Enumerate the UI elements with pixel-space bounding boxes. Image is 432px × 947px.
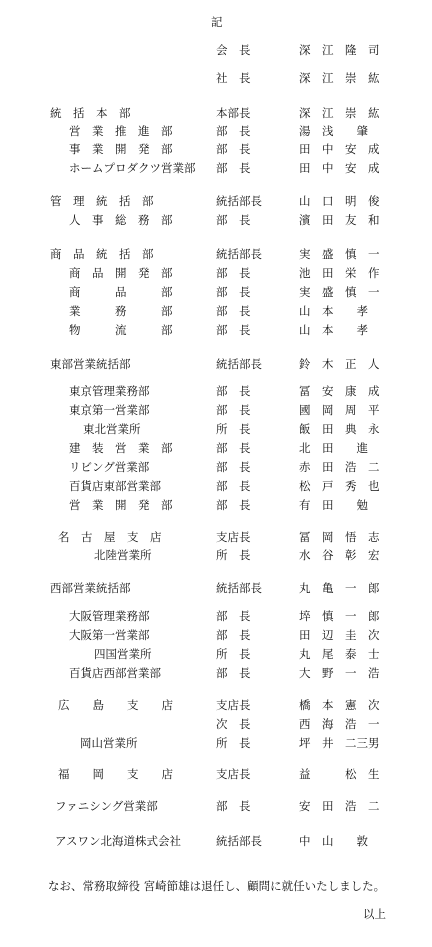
position-title: 統括部長 — [216, 247, 262, 261]
position-title: 統括部長 — [216, 357, 262, 371]
position-title: 支店長 — [216, 530, 251, 544]
department-name: 管 理 統 括 部 — [50, 194, 154, 208]
person-name: 山 本 孝 — [299, 323, 368, 337]
heading: 記 — [211, 15, 223, 29]
department-name: 統 括 本 部 — [50, 106, 131, 120]
position-title: 部 長 — [216, 460, 251, 474]
person-name: 池 田 栄 作 — [299, 266, 380, 280]
position-title: 支店長 — [216, 767, 251, 781]
department-name: 東京管理業務部 — [69, 384, 150, 398]
position-title: 部 長 — [216, 799, 251, 813]
position-title: 所 長 — [216, 422, 251, 436]
position-title: 部 長 — [216, 498, 251, 512]
department-name: ホームプロダクツ営業部 — [69, 161, 196, 175]
position-title: 統括部長 — [216, 581, 262, 595]
department-name: 物 流 部 — [69, 323, 173, 337]
position-title: 部 長 — [216, 124, 251, 138]
department-name: 東部営業統括部 — [50, 357, 131, 371]
person-name: 深 江 崇 紘 — [299, 106, 380, 120]
department-name: 百貨店東部営業部 — [69, 479, 161, 493]
position-title: 所 長 — [216, 736, 251, 750]
position-title: 部 長 — [216, 384, 251, 398]
person-name: 坪 井 二三男 — [299, 736, 380, 750]
person-name: 湯 浅 肇 — [299, 124, 368, 138]
person-name: 田 中 安 成 — [299, 161, 380, 175]
position-title: 部 長 — [216, 628, 251, 642]
department-name: 大阪管理業務部 — [69, 609, 150, 623]
department-name: 業 務 部 — [69, 304, 173, 318]
person-name: 埣 慎 一 郎 — [299, 609, 380, 623]
person-name: 赤 田 浩 二 — [299, 460, 380, 474]
position-title: 部 長 — [216, 609, 251, 623]
position-title: 部 長 — [216, 479, 251, 493]
position-title: 部 長 — [216, 161, 251, 175]
person-name: 大 野 一 浩 — [299, 666, 380, 680]
person-name: 中 山 敦 — [299, 834, 368, 848]
person-name: 田 辺 圭 次 — [299, 628, 380, 642]
closing-mark: 以上 — [363, 907, 386, 921]
department-name: 名 古 屋 支 店 — [58, 530, 162, 544]
person-name: 鈴 木 正 人 — [299, 357, 380, 371]
person-name: 松 戸 秀 也 — [299, 479, 380, 493]
position-title: 部 長 — [216, 213, 251, 227]
department-name: 商 品 開 発 部 — [69, 266, 173, 280]
position-title: 部 長 — [216, 403, 251, 417]
executive-title: 会 長 — [216, 43, 251, 57]
department-name: 東京第一営業部 — [69, 403, 150, 417]
position-title: 所 長 — [216, 647, 251, 661]
department-name: 広 島 支 店 — [58, 698, 173, 712]
position-title: 部 長 — [216, 666, 251, 680]
person-name: 実 盛 慎 一 — [299, 285, 380, 299]
position-title: 部 長 — [216, 304, 251, 318]
person-name: 田 中 安 成 — [299, 142, 380, 156]
person-name: 冨 岡 悟 志 — [299, 530, 380, 544]
executive-name: 深 江 崇 紘 — [299, 71, 380, 85]
position-title: 所 長 — [216, 548, 251, 562]
person-name: 濱 田 友 和 — [299, 213, 380, 227]
department-name: ファニシング営業部 — [55, 799, 158, 813]
department-name: 建 装 営 業 部 — [69, 441, 173, 455]
position-title: 部 長 — [216, 323, 251, 337]
department-name: 営 業 開 発 部 — [69, 498, 173, 512]
position-title: 部 長 — [216, 285, 251, 299]
person-name: 橋 本 憲 次 — [299, 698, 380, 712]
person-name: 山 口 明 俊 — [299, 194, 380, 208]
position-title: 部 長 — [216, 266, 251, 280]
department-name: 大阪第一営業部 — [69, 628, 150, 642]
person-name: 実 盛 慎 一 — [299, 247, 380, 261]
position-title: 部 長 — [216, 441, 251, 455]
department-name: リビング営業部 — [69, 460, 150, 474]
person-name: 安 田 浩 二 — [299, 799, 380, 813]
executive-title: 社 長 — [216, 71, 251, 85]
person-name: 水 谷 彰 宏 — [299, 548, 380, 562]
person-name: 丸 尾 泰 士 — [299, 647, 380, 661]
department-name: 事 業 開 発 部 — [69, 142, 173, 156]
position-title: 統括部長 — [216, 834, 262, 848]
person-name: 益 松 生 — [299, 767, 380, 781]
person-name: 有 田 勉 — [299, 498, 368, 512]
person-name: 北 田 進 — [299, 441, 368, 455]
department-name: 東北営業所 — [83, 422, 141, 436]
position-title: 支店長 — [216, 698, 251, 712]
department-name: 人 事 総 務 部 — [69, 213, 173, 227]
person-name: 國 岡 周 平 — [299, 403, 380, 417]
position-title: 統括部長 — [216, 194, 262, 208]
position-title: 次 長 — [216, 717, 251, 731]
department-name: 商 品 統 括 部 — [50, 247, 154, 261]
executive-name: 深 江 隆 司 — [299, 43, 380, 57]
department-name: 四国営業所 — [94, 647, 152, 661]
person-name: 飯 田 典 永 — [299, 422, 380, 436]
department-name: 商 品 部 — [69, 285, 173, 299]
footer-note: なお、常務取締役 宮崎節雄は退任し、顧問に就任いたしました。 — [48, 879, 386, 893]
person-name: 山 本 孝 — [299, 304, 368, 318]
department-name: 西部営業統括部 — [50, 581, 131, 595]
person-name: 冨 安 康 成 — [299, 384, 380, 398]
position-title: 本部長 — [216, 106, 251, 120]
department-name: 営 業 推 進 部 — [69, 124, 173, 138]
department-name: 岡山営業所 — [80, 736, 138, 750]
position-title: 部 長 — [216, 142, 251, 156]
department-name: 百貨店西部営業部 — [69, 666, 161, 680]
department-name: アスワン北海道株式会社 — [55, 834, 182, 848]
department-name: 北陸営業所 — [94, 548, 152, 562]
person-name: 西 海 浩 一 — [299, 717, 380, 731]
department-name: 福 岡 支 店 — [58, 767, 173, 781]
person-name: 丸 亀 一 郎 — [299, 581, 380, 595]
